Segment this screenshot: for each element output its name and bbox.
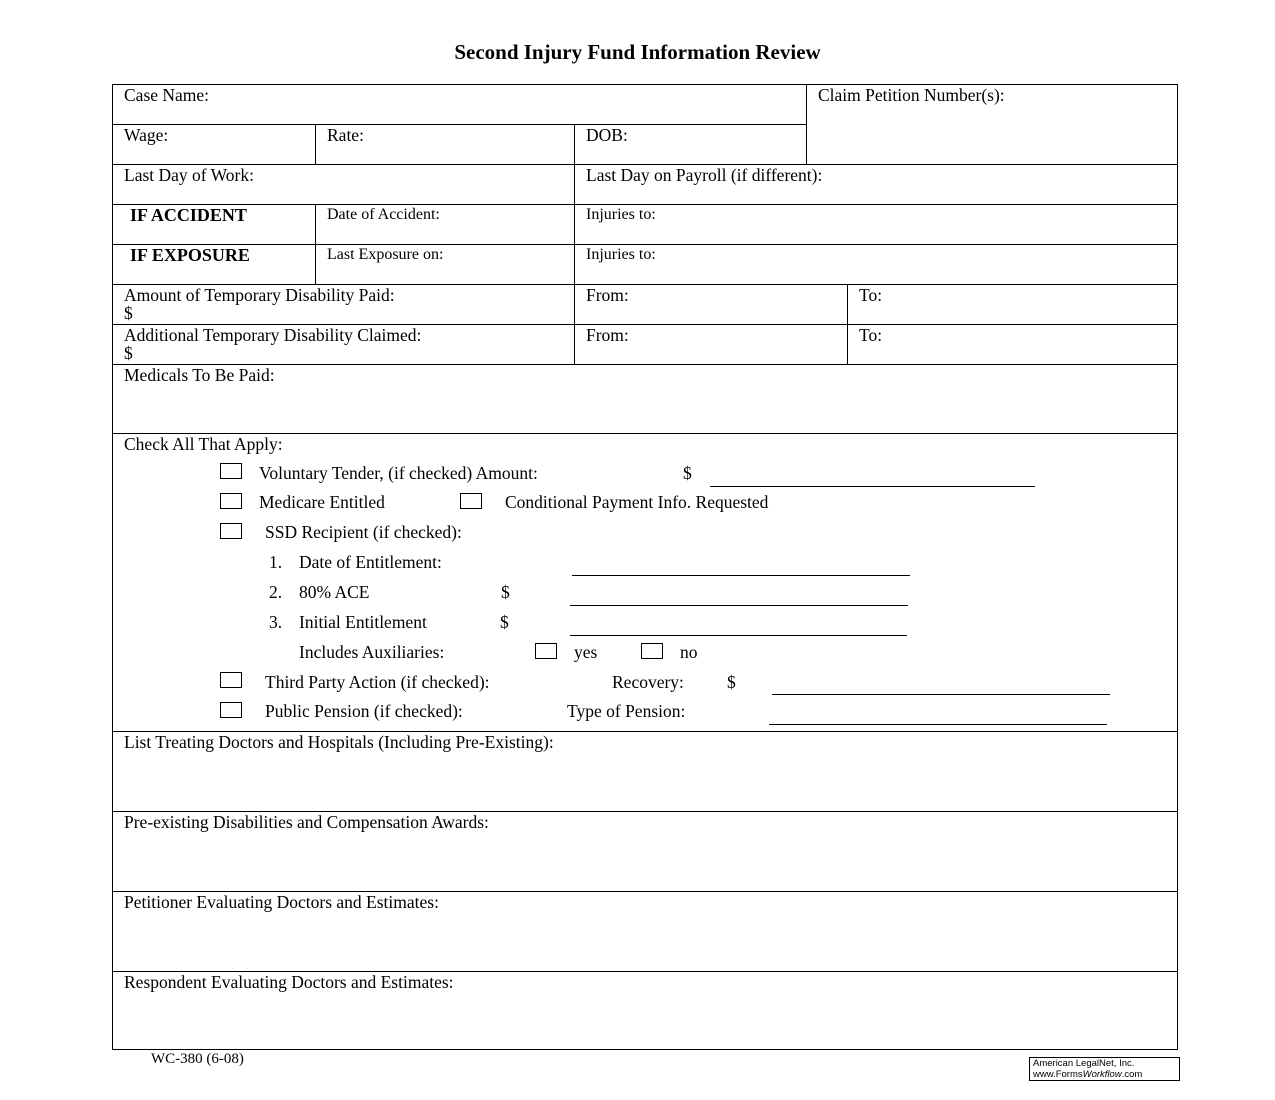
medicare-label: Medicare Entitled bbox=[259, 492, 385, 512]
date-of-entitlement-label: Date of Entitlement: bbox=[299, 552, 442, 572]
recovery-dollar: $ bbox=[727, 672, 736, 692]
rule bbox=[847, 284, 848, 364]
ace-dollar: $ bbox=[501, 582, 510, 602]
case-name-label: Case Name: bbox=[124, 85, 210, 105]
injuries-to-exposure-label: Injuries to: bbox=[586, 246, 656, 263]
from-label: From: bbox=[586, 285, 629, 305]
initial-entitlement-label: Initial Entitlement bbox=[299, 612, 427, 632]
preexisting-label: Pre-existing Disabilities and Compensation Awards: bbox=[124, 812, 489, 832]
form-id: WC-380 (6-08) bbox=[151, 1051, 244, 1067]
last-exposure-label: Last Exposure on: bbox=[327, 246, 444, 263]
voluntary-amount-line[interactable] bbox=[710, 486, 1035, 487]
no-label: no bbox=[680, 642, 698, 662]
dollar-sign: $ bbox=[124, 343, 133, 363]
date-of-entitlement-line[interactable] bbox=[572, 575, 910, 576]
stamp-company: American LegalNet, Inc. bbox=[1033, 1058, 1135, 1069]
treating-doctors-label: List Treating Doctors and Hospitals (Including Pre-Existing): bbox=[124, 732, 554, 752]
auxiliaries-label: Includes Auxiliaries: bbox=[299, 642, 445, 662]
if-accident-label: IF ACCIDENT bbox=[130, 205, 247, 225]
check-all-header: Check All That Apply: bbox=[124, 434, 283, 454]
conditional-payment-label: Conditional Payment Info. Requested bbox=[505, 492, 769, 512]
to-label: To: bbox=[859, 325, 883, 345]
addl-temp-disability-label: Additional Temporary Disability Claimed: bbox=[124, 325, 422, 345]
rule bbox=[806, 84, 807, 164]
stamp-url: www.FormsWorkflow.com bbox=[1033, 1068, 1143, 1080]
petitioner-label: Petitioner Evaluating Doctors and Estimates: bbox=[124, 892, 439, 912]
voluntary-tender-checkbox[interactable] bbox=[220, 463, 242, 479]
from-label: From: bbox=[586, 325, 629, 345]
form-title: Second Injury Fund Information Review bbox=[454, 40, 821, 64]
ssd-recipient-checkbox[interactable] bbox=[220, 523, 242, 539]
last-day-work-label: Last Day of Work: bbox=[124, 165, 254, 185]
recovery-line[interactable] bbox=[772, 694, 1110, 695]
temp-disability-paid-label: Amount of Temporary Disability Paid: bbox=[124, 285, 395, 305]
auxiliaries-no-checkbox[interactable] bbox=[641, 643, 663, 659]
voluntary-dollar: $ bbox=[683, 463, 692, 483]
item-number: 2. bbox=[269, 582, 283, 602]
publisher-stamp bbox=[1029, 1057, 1180, 1081]
if-exposure-label: IF EXPOSURE bbox=[130, 245, 250, 265]
item-number: 1. bbox=[269, 552, 283, 572]
wage-label: Wage: bbox=[124, 125, 169, 145]
rule bbox=[315, 204, 316, 284]
item-number: 3. bbox=[269, 612, 283, 632]
rule bbox=[574, 124, 575, 364]
to-label: To: bbox=[859, 285, 883, 305]
claim-petition-label: Claim Petition Number(s): bbox=[818, 85, 1005, 105]
yes-label: yes bbox=[574, 642, 598, 662]
public-pension-label: Public Pension (if checked): bbox=[265, 701, 463, 721]
last-day-payroll-label: Last Day on Payroll (if different): bbox=[586, 165, 823, 185]
auxiliaries-yes-checkbox[interactable] bbox=[535, 643, 557, 659]
public-pension-checkbox[interactable] bbox=[220, 702, 242, 718]
date-of-accident-label: Date of Accident: bbox=[327, 206, 440, 223]
medicals-label: Medicals To Be Paid: bbox=[124, 365, 275, 385]
type-of-pension-label: Type of Pension: bbox=[567, 701, 686, 721]
rate-label: Rate: bbox=[327, 125, 364, 145]
voluntary-tender-label: Voluntary Tender, (if checked) Amount: bbox=[259, 463, 538, 483]
dob-label: DOB: bbox=[586, 125, 628, 145]
type-of-pension-line[interactable] bbox=[769, 724, 1107, 725]
rule bbox=[112, 124, 806, 125]
ssd-recipient-label: SSD Recipient (if checked): bbox=[265, 522, 462, 542]
injuries-to-accident-label: Injuries to: bbox=[586, 206, 656, 223]
dollar-sign: $ bbox=[124, 303, 133, 323]
conditional-payment-checkbox[interactable] bbox=[460, 493, 482, 509]
initial-entitlement-dollar: $ bbox=[500, 612, 509, 632]
respondent-label: Respondent Evaluating Doctors and Estimates: bbox=[124, 972, 454, 992]
ace-label: 80% ACE bbox=[299, 582, 370, 602]
third-party-label: Third Party Action (if checked): bbox=[265, 672, 490, 692]
third-party-checkbox[interactable] bbox=[220, 672, 242, 688]
initial-entitlement-line[interactable] bbox=[570, 635, 907, 636]
ace-line[interactable] bbox=[570, 605, 908, 606]
rule bbox=[315, 124, 316, 164]
medicare-checkbox[interactable] bbox=[220, 493, 242, 509]
recovery-label: Recovery: bbox=[612, 672, 684, 692]
